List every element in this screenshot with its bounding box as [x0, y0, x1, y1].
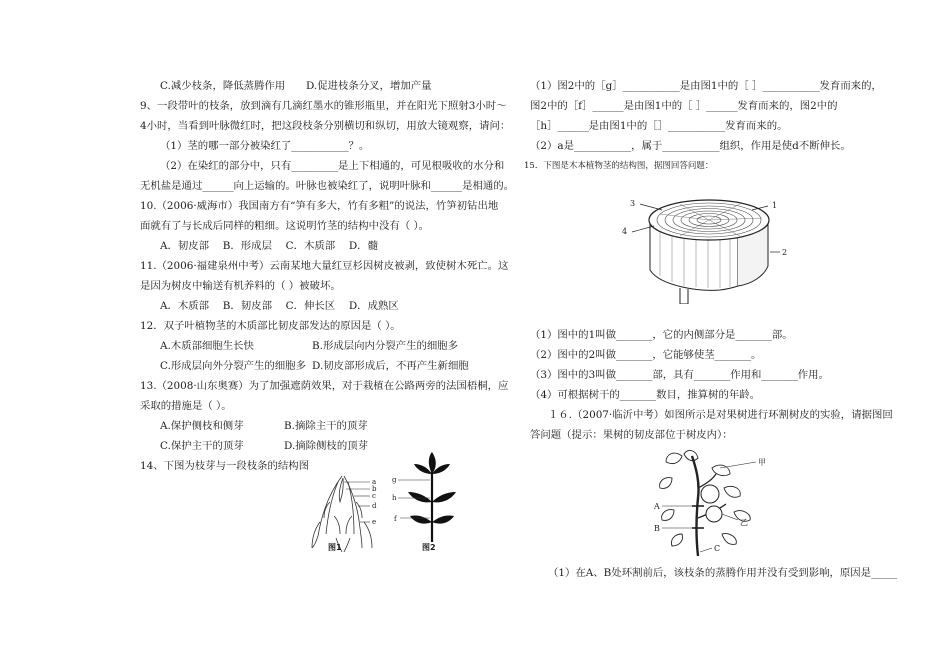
q13-option-a: A.保护侧枝和侧芽 [160, 420, 244, 432]
fig1-label-a: a [372, 478, 377, 486]
fig1-caption: 图1 [328, 543, 342, 552]
stem-label-2: 2 [782, 248, 788, 257]
fig2-label-f: f [394, 515, 397, 523]
fig1-label-b: b [372, 485, 377, 493]
q12-option-b: B.形成层向内分裂产生的细胞多 [312, 340, 459, 352]
branch-label-a: A [654, 502, 660, 511]
q9-part2-cont: 无机盐是通过______向上运输的。叶脉也被染红了，说明叶脉和______是相通的。 [140, 180, 515, 192]
stem-label-1: 1 [772, 201, 778, 210]
q10-stem: 10.（2006·威海市）我国南方有“笋有多大，竹有多粗”的说法，竹笋初钻出地 [140, 200, 499, 212]
q16-stem: １６.（2007·临沂中考）如图所示是对果树进行环割树皮的实验，请据图回 [548, 409, 893, 421]
q9-part2: （2）在染红的部分中，只有_________是上下相通的，可见根吸收的水分和 [160, 160, 505, 172]
fig2-caption: 图2 [422, 543, 436, 552]
q15-part2: （2）图中的2叫做_______，它能够使茎_______。 [530, 349, 762, 361]
fig2-label-g: g [392, 476, 397, 484]
q13-option-c: C.保护主干的顶芽 [160, 440, 244, 452]
woody-stem-figure [620, 192, 792, 304]
q12-option-a: A.木质部细胞生长快 [160, 340, 254, 352]
q14-stem: 14、下图为枝芽与一段枝条的结构图 [140, 460, 310, 472]
branch-label-yi: 乙 [740, 518, 748, 527]
fig1-label-d: d [372, 502, 377, 510]
twig-structure-figure [392, 452, 472, 542]
q12-option-d: D.韧皮部形成后，不再产生新细胞 [312, 360, 469, 372]
branch-label-c: C [714, 544, 721, 553]
branch-label-jia: 甲 [758, 458, 766, 467]
q11-stem-cont: 是因为树皮中输送有机养料的（ ）被破坏。 [140, 280, 341, 292]
q15-part3: （3）图中的3叫做_______部，具有_______作用和_______作用。 [530, 369, 829, 381]
q12-stem: 12．双子叶植物茎的木质部比韧皮部发达的原因是（ ）。 [140, 320, 401, 332]
q14-part1-cont2: ［h］______是由图1中的［］___________发育而来的。 [530, 120, 788, 132]
q10-options: A．韧皮部 B．形成层 C．木质部 D．髓 [160, 240, 378, 252]
q13-stem: 13.（2008·山东奥赛）为了加强遮荫效果，对于栽植在公路两旁的法国梧桐，应 [140, 380, 509, 392]
q16-stem-cont: 答问题（提示：果树的韧皮部位于树皮内）： [530, 429, 733, 441]
bud-structure-figure [300, 472, 390, 554]
q13-option-d: D.摘除侧枝的顶芽 [284, 440, 368, 452]
stem-label-4: 4 [622, 227, 628, 236]
q12-option-c: C.形成层向外分裂产生的细胞多 [160, 360, 306, 372]
q9-part1: （1）茎的哪一部分被染红了___________？。 [160, 140, 370, 152]
branch-label-b: B [654, 524, 660, 533]
q14-part1: （1）图2中的［g］___________是由图1中的［ ］___________发育而来的， [530, 80, 882, 92]
fruit-branch-figure [652, 448, 780, 558]
q15-stem: 15．下图是木本植物茎的结构图，据图回答问题： [524, 161, 714, 171]
q13-option-b: B.摘除主干的顶芽 [284, 420, 368, 432]
q9-stem: 9、一段带叶的枝条，放到滴有几滴红墨水的锥形瓶里，并在阳光下照射3小时～ [140, 100, 507, 112]
q16-part1: （1）在A、B处环割前后，该枝条的蒸腾作用并没有受到影响，原因是_____ [548, 567, 898, 579]
q11-options: A．木质部 B．韧皮部 C．伸长区 D．成熟区 [160, 300, 399, 312]
q14-part1-cont: 图2中的［f］______是由图1中的［ ］______发育而来的，图2中的 [530, 100, 838, 112]
q15-part4: （4）可根据树干的_______数目，推算树的年龄。 [530, 389, 761, 401]
q11-stem: 11.（2006·福建泉州中考）云南某地大量红豆杉因树皮被剥，致使树木死亡。这 [140, 260, 509, 272]
fig1-label-c: c [372, 492, 376, 500]
q10-stem-cont: 面就有了与长成后同样的粗细。这说明竹茎的结构中没有（ ）。 [140, 220, 430, 232]
q13-stem-cont: 采取的措施是（ ）。 [140, 400, 232, 412]
fig1-label-e: e [372, 518, 377, 526]
fig2-label-h: h [392, 494, 397, 502]
q14-part2: （2）a是___________，属于___________组织，作用是使d不断伸长。 [530, 140, 851, 152]
q15-part1: （1）图中的1叫做_______，它的内侧部分是_______部。 [530, 329, 793, 341]
q8-option-cd: C.减少枝条，降低蒸腾作用 D.促进枝条分叉，增加产量 [160, 80, 432, 92]
q9-stem-cont: 4小时，当看到叶脉微红时，把这段枝条分别横切和纵切，用放大镜观察，请问： [140, 120, 511, 132]
stem-label-3: 3 [630, 199, 636, 208]
